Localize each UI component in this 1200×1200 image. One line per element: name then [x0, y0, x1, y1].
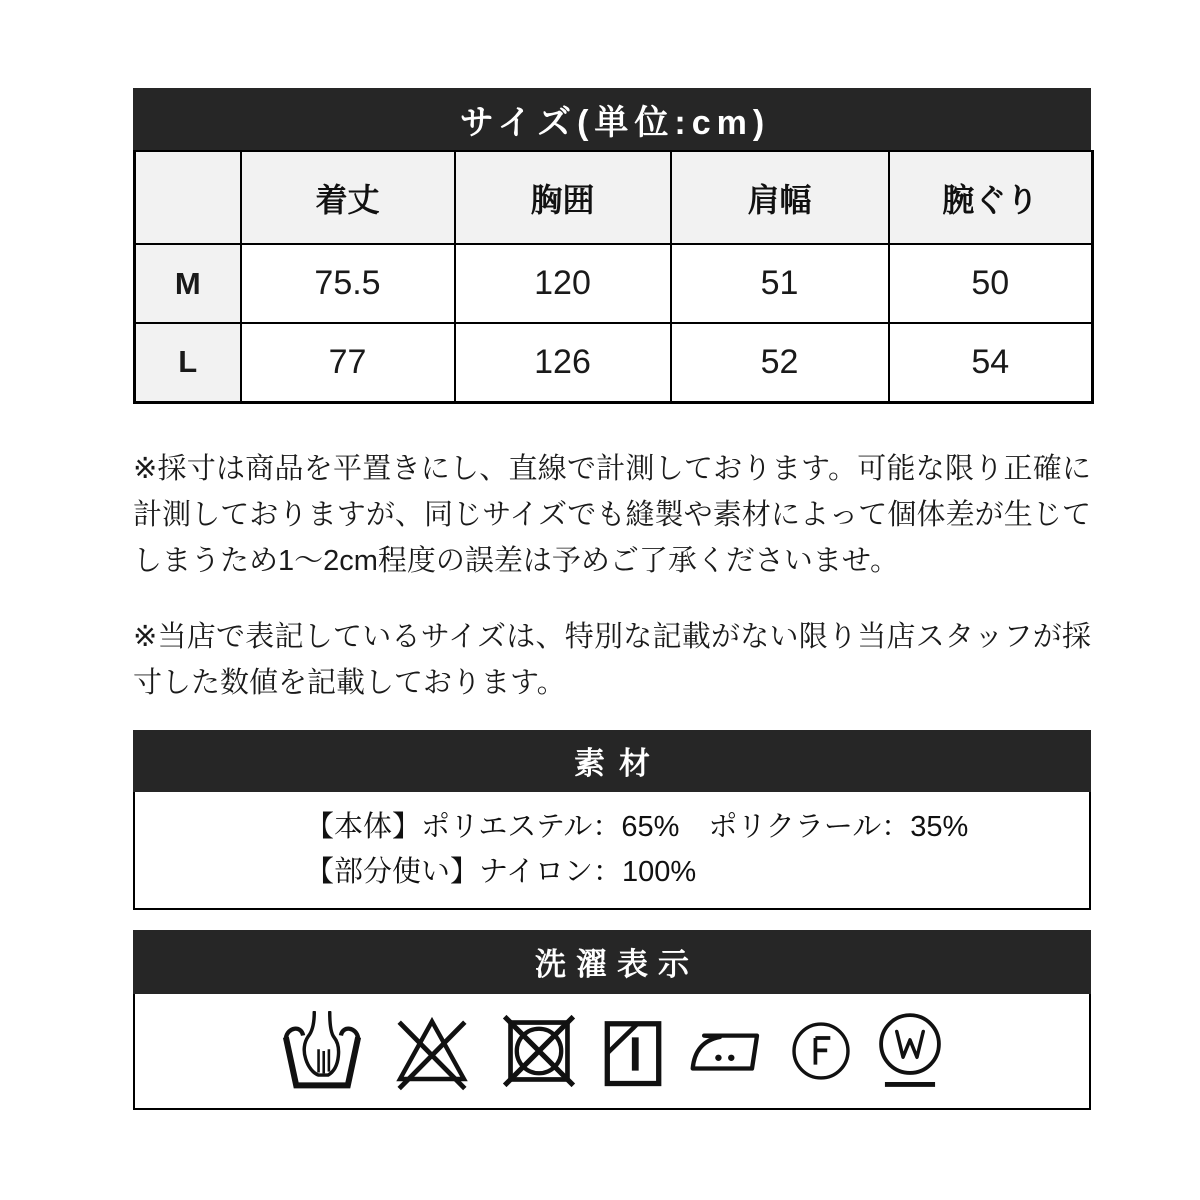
- hand-wash-icon: [279, 1011, 365, 1091]
- cell-l-chest: 126: [455, 323, 671, 402]
- material-section: [133, 730, 1091, 910]
- size-table-header-row: [135, 151, 1093, 244]
- size-table-section: [133, 88, 1091, 404]
- column-header-length: 着丈: [241, 151, 455, 244]
- material-body: [133, 792, 1091, 910]
- cell-m-shoulder: 51: [671, 244, 889, 323]
- size-table: [133, 150, 1094, 404]
- cell-m-armhole: 50: [889, 244, 1093, 323]
- washing-section: [133, 930, 1091, 1110]
- cell-l-length: 77: [241, 323, 455, 402]
- column-header-armhole: 腕ぐり: [889, 151, 1093, 244]
- washing-icons-row: [133, 994, 1091, 1110]
- size-label-m: M: [135, 244, 241, 323]
- column-header-chest: 胸囲: [455, 151, 671, 244]
- wet-clean-gentle-w-icon: [875, 1012, 945, 1090]
- do-not-bleach-icon: [388, 1011, 476, 1091]
- dry-clean-f-icon: [790, 1020, 852, 1082]
- size-label-l: L: [135, 323, 241, 402]
- material-line-main: 【本体】ポリエステル：65% ポリクラール：35%: [305, 810, 969, 843]
- spec-sheet: [133, 0, 1091, 1110]
- do-not-tumble-dry-icon: [499, 1012, 579, 1090]
- iron-medium-icon: [687, 1017, 767, 1085]
- size-table-title: サイズ(単位:cm): [133, 88, 1091, 150]
- cell-l-armhole: 54: [889, 323, 1093, 402]
- size-row-m: [135, 244, 1093, 323]
- cell-m-length: 75.5: [241, 244, 455, 323]
- corner-cell: [135, 151, 241, 244]
- measurement-note: ※採寸は商品を平置きにし、直線で計測しております。可能な限り正確に計測しておりますが、同じサイズでも縫製や素材によって個体差が生じてしまうため1〜2cm程度の誤差は予めご了承くださいませ。: [133, 452, 1091, 577]
- cell-m-chest: 120: [455, 244, 671, 323]
- column-header-shoulder: 肩幅: [671, 151, 889, 244]
- staff-note: ※当店で表記しているサイズは、特別な記載がない限り当店スタッフが採寸した数値を記載しております。: [133, 620, 1091, 699]
- material-line-partial: 【部分使い】ナイロン：100%: [305, 855, 697, 888]
- material-section-title: 素材: [133, 730, 1091, 792]
- washing-section-title: 洗濯表示: [133, 930, 1091, 994]
- size-row-l: [135, 323, 1093, 402]
- cell-l-shoulder: 52: [671, 323, 889, 402]
- line-dry-in-shade-icon: [602, 1013, 664, 1089]
